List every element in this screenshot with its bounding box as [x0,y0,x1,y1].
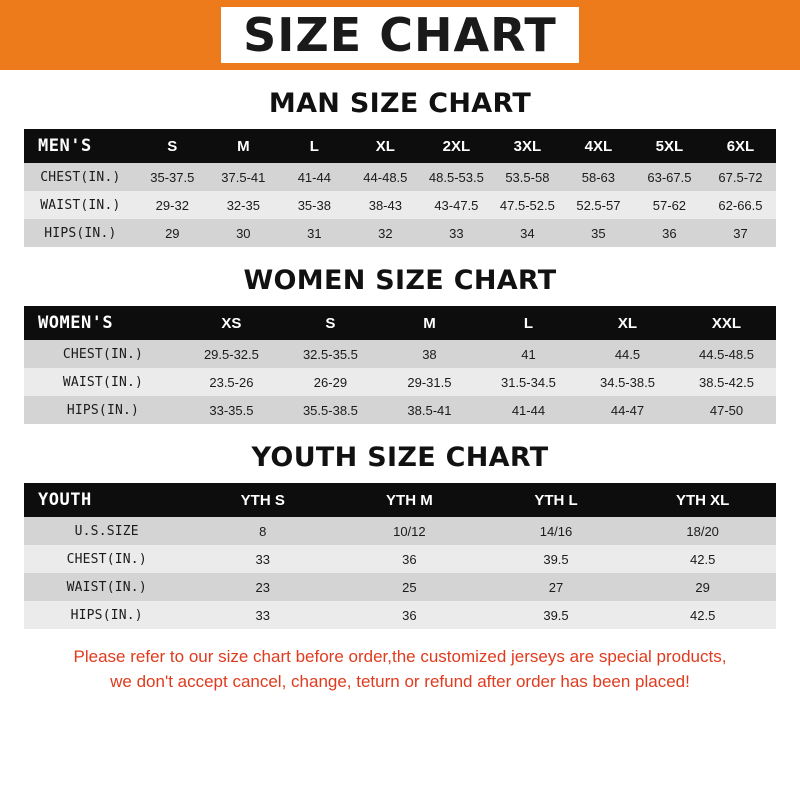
table-cell: 41-44 [297,169,331,185]
table-header-cell: 6XL [726,137,755,155]
table-cell: 44-48.5 [363,169,408,185]
table-row [24,573,776,601]
table-header-cell: YTH M [386,491,433,509]
table-header-cell: XL [617,314,638,332]
table-cell: 37.5-41 [221,169,266,185]
table-cell: 29 [695,579,710,595]
table-header-cell: L [309,137,319,155]
table-cell: 38 [422,346,437,362]
table-cell: 26-29 [313,374,348,390]
table-cell: 44-47 [610,402,645,418]
table-cell: 14/16 [539,523,573,539]
row-label: WAIST(IN.) [62,374,144,390]
table-cell: 47.5-52.5 [499,197,555,213]
table-cell: 36 [662,225,677,241]
table-header-cell: XS [221,314,242,332]
table-cell: 35-38 [297,197,331,213]
table-header-cell: XXL [711,314,742,332]
table-cell: 18/20 [686,523,719,539]
table-cell: 42.5 [690,551,716,567]
table-cell: 36 [402,551,417,567]
row-label: HIPS(IN.) [70,607,143,623]
table-row [24,191,776,219]
table-cell: 58-63 [581,169,616,185]
table-cell: 33 [255,551,270,567]
table-cell: 33-35.5 [209,402,254,418]
table-header-cell: L [523,314,534,332]
footer-line-2: we don't accept cancel, change, teturn or refund after order has been placed! [110,671,690,691]
row-label: HIPS(IN.) [44,225,117,241]
table-cell: 44.5 [614,346,641,362]
table-row [24,396,776,424]
table-cell: 41-44 [511,402,546,418]
table-cell: 25 [402,579,417,595]
table-header-cell: WOMEN'S [38,313,114,333]
table-row [24,219,776,247]
table-cell: 53.5-58 [505,169,550,185]
table-cell: 37 [733,225,748,241]
table-cell: 29.5-32.5 [203,346,259,362]
table-cell: 10/12 [393,523,426,539]
row-label: CHEST(IN.) [40,169,121,185]
table-header-row [24,483,776,517]
row-label: WAIST(IN.) [40,197,121,213]
table-header-cell: XL [375,137,395,155]
youth-section-title: YOUTH SIZE CHART [251,442,549,473]
table-header-cell: YTH S [240,491,285,509]
table-cell: 67.5-72 [718,169,763,185]
table-cell: 35 [591,225,606,241]
table-cell: 32.5-35.5 [302,346,358,362]
table-cell: 32 [378,225,393,241]
table-cell: 33 [255,607,270,623]
table-cell: 29-32 [155,197,189,213]
table-cell: 38.5-42.5 [699,374,754,390]
table-cell: 35.5-38.5 [302,402,358,418]
table-cell: 27 [548,579,564,595]
table-row [24,545,776,573]
table-row [24,340,776,368]
row-label: HIPS(IN.) [66,402,140,418]
table-cell: 30 [236,225,251,241]
content [0,88,800,694]
table-cell: 39.5 [543,551,569,567]
table-cell: 57-62 [652,197,687,213]
man-section-title: MAN SIZE CHART [268,88,532,119]
banner-left-accent [0,0,26,70]
table-header-cell: YTH L [534,491,578,509]
table-cell: 31 [307,225,322,241]
table-cell: 47-50 [709,402,744,418]
women-section-title: WOMEN SIZE CHART [243,265,557,296]
table-cell: 41 [521,346,536,362]
banner-right-accent [774,0,800,70]
table-cell: 29 [165,225,180,241]
table-header-cell: YOUTH [38,490,92,510]
table-header-cell: S [167,137,178,155]
table-cell: 35-37.5 [150,169,195,185]
table-header-cell: 2XL [442,137,471,155]
youth-size-table [24,483,776,629]
table-row [24,517,776,545]
man-size-table [24,129,776,247]
table-cell: 52.5-57 [576,197,621,213]
table-header-cell: YTH XL [675,491,730,509]
table-cell: 48.5-53.5 [428,169,484,185]
table-header-cell: 5XL [655,137,684,155]
footer-note [24,645,776,694]
table-cell: 38.5-41 [407,402,452,418]
table-cell: 38-43 [368,197,402,213]
table-cell: 8 [259,523,267,539]
table-cell: 33 [449,225,464,241]
table-header-row [24,129,776,163]
table-header-cell: M [237,137,250,155]
table-cell: 62-66.5 [718,197,763,213]
table-row [24,163,776,191]
table-row [24,601,776,629]
table-cell: 39.5 [543,607,569,623]
table-cell: 29-31.5 [407,374,452,390]
table-header-cell: S [325,314,336,332]
row-label: CHEST(IN.) [66,551,147,567]
page-title: SIZE CHART [221,7,579,63]
row-label: U.S.SIZE [74,523,139,539]
row-label: WAIST(IN.) [66,579,147,595]
table-cell: 44.5-48.5 [699,346,754,362]
table-cell: 23.5-26 [209,374,254,390]
table-cell: 43-47.5 [434,197,479,213]
table-header-cell: MEN'S [38,136,92,156]
table-header-row [24,306,776,340]
table-cell: 34 [520,225,535,241]
footer-line-1: Please refer to our size chart before order,the customized jerseys are special products, [73,647,727,666]
banner [0,0,800,70]
table-cell: 31.5-34.5 [500,374,556,390]
table-cell: 42.5 [690,607,716,623]
table-cell: 63-67.5 [647,169,692,185]
table-header-cell: 4XL [584,137,613,155]
table-cell: 32-35 [226,197,260,213]
table-header-cell: 3XL [513,137,542,155]
table-cell: 23 [255,579,270,595]
table-row [24,368,776,396]
row-label: CHEST(IN.) [62,346,144,362]
table-cell: 36 [402,607,417,623]
table-cell: 34.5-38.5 [600,374,655,390]
table-header-cell: M [423,314,436,332]
women-size-table [24,306,776,424]
